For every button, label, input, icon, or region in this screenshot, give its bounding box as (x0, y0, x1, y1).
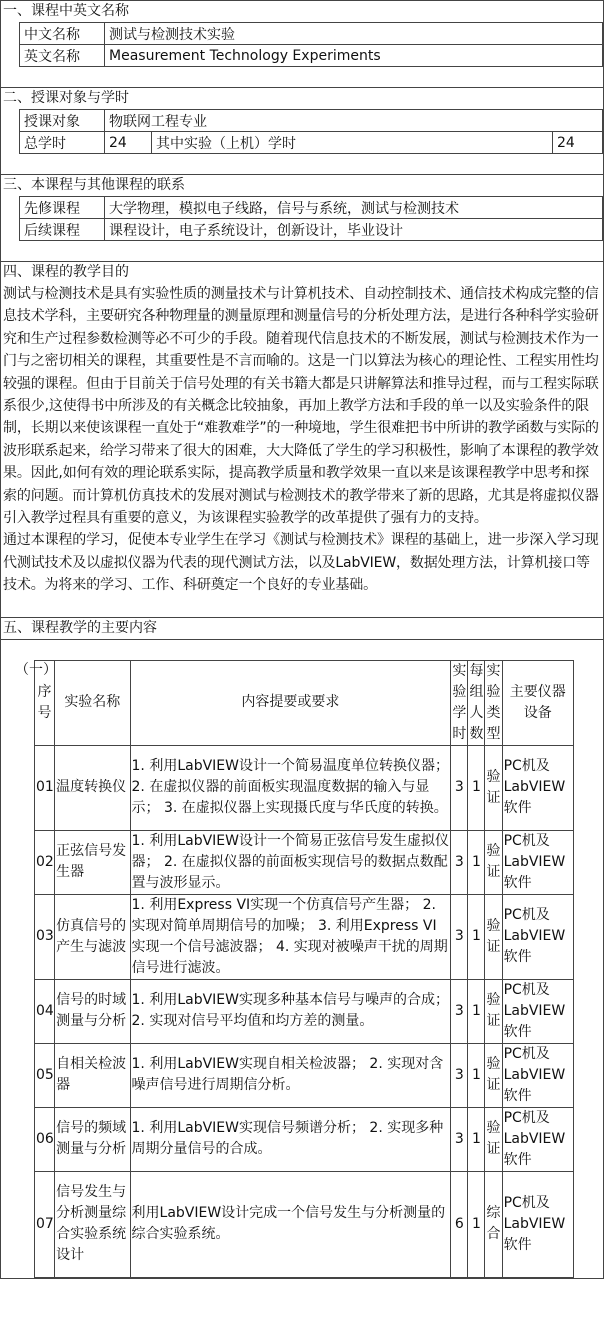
table-row (35, 745, 574, 830)
col-header-group: 每组人数 (468, 660, 485, 745)
section-audience-hours (1, 88, 603, 175)
table-row (20, 23, 603, 45)
cell-desc: 1. 利用LabVIEW设计一个简易温度单位转换仪器； 2. 在虚拟仪器的前面板实现温度数据的输入与显示； 3. 在虚拟仪器上实现摄氏度与华氏度的转换。 (130, 745, 451, 830)
audience-table (19, 109, 603, 154)
hours-value: 24 (105, 132, 152, 154)
cell-no: 02 (35, 830, 55, 894)
followup-label: 后续课程 (20, 219, 105, 241)
col-header-type: 实验类型 (485, 660, 502, 745)
course-name-table (19, 22, 603, 67)
cell-hours: 3 (451, 1107, 468, 1171)
col-header-hours: 实验学时 (451, 660, 468, 745)
cell-hours: 3 (451, 1043, 468, 1107)
cell-equip: PC机及LabVIEW软件 (502, 1107, 573, 1171)
lab-hours-label: 其中实验（上机）学时 (152, 132, 553, 154)
table-row (20, 110, 603, 132)
subsection (1, 660, 603, 1278)
cell-equip: PC机及LabVIEW软件 (502, 979, 573, 1043)
prereq-value: 大学物理，模拟电子线路，信号与系统，测试与检测技术 (105, 197, 603, 219)
section-teaching-purpose (1, 262, 603, 618)
cell-type: 验证 (485, 830, 502, 894)
section-title: 五、课程教学的主要内容 (1, 618, 603, 640)
cell-desc: 利用LabVIEW设计完成一个信号发生与分析测量的综合实验系统。 (130, 1171, 451, 1277)
cn-name-value: 测试与检测技术实验 (105, 23, 603, 45)
cell-name: 信号的时域测量与分析 (55, 979, 130, 1043)
cell-hours: 3 (451, 745, 468, 830)
cell-desc: 1. 利用LabVIEW实现自相关检波器； 2. 实现对含噪声信号进行周期信分析。 (130, 1043, 451, 1107)
cell-group: 1 (468, 979, 485, 1043)
col-header-desc: 内容提要或要求 (130, 660, 451, 745)
cell-group: 1 (468, 1043, 485, 1107)
cell-hours: 6 (451, 1171, 468, 1277)
cell-type: 验证 (485, 1043, 502, 1107)
section-title: 三、本课程与其他课程的联系 (3, 177, 185, 193)
cell-type: 验证 (485, 1107, 502, 1171)
table-row (20, 197, 603, 219)
purpose-paragraph-2: 通过本课程的学习，促使本专业学生在学习《测试与检测技术》课程的基础上，进一步深入学习现代测试技术及以虚拟仪器为代表的现代测试方法，以及LabVIEW，数据处理方法，计算机接口等技术。为将来的学习、工作、科研奠定一个良好的专业基础。 (3, 532, 599, 594)
cell-group: 1 (468, 1171, 485, 1277)
cell-hours: 3 (451, 894, 468, 979)
table-row (35, 830, 574, 894)
cell-group: 1 (468, 1107, 485, 1171)
table-row (20, 132, 603, 154)
table-row (35, 894, 574, 979)
cell-no: 05 (35, 1043, 55, 1107)
lab-hours-value: 24 (553, 132, 603, 154)
cell-type: 验证 (485, 894, 502, 979)
cn-name-label: 中文名称 (20, 23, 105, 45)
section-title: 二、授课对象与学时 (3, 90, 129, 106)
table-header-row (35, 660, 574, 745)
cell-type: 验证 (485, 745, 502, 830)
cell-no: 04 (35, 979, 55, 1043)
table-row (35, 1107, 574, 1171)
cell-name: 仿真信号的产生与滤波 (55, 894, 130, 979)
experiment-rows (35, 745, 574, 1277)
section-main-content (1, 618, 603, 1278)
en-name-label: 英文名称 (20, 45, 105, 67)
cell-name: 信号的频域测量与分析 (55, 1107, 130, 1171)
cell-equip: PC机及LabVIEW软件 (502, 1043, 573, 1107)
related-courses-table (19, 196, 603, 241)
cell-equip: PC机及LabVIEW软件 (502, 1171, 573, 1277)
cell-desc: 1. 利用LabVIEW实现信号频谱分析； 2. 实现多种周期分量信号的合成。 (130, 1107, 451, 1171)
purpose-paragraph-1: 测试与检测技术是具有实验性质的测量技术与计算机技术、自动控制技术、通信技术构成完整的信息技术学科，主要研究各种物理量的测量原理和测量信号的分析处理方法，是进行各种科学实验研究和生产过程参数检测等必不可少的手段。随着现代信息技术的不断发展，测试与检测技术作为一门与之密切相关的课程，其重要性是不言而喻的。这是一门以算法为核心的理论性、工程实用性均较强的课程。但由于目前关于信号处理的有关书籍大都是只讲解算法和推导过程，而与工程实际联系很少,这使得书中所涉及的有关概念比较抽象，再加上教学方法和手段的单一以及实验条件的限制，长期以来使该课程一直处于“难教难学”的一种境地，学生很难把书中所讲的教学函数与实际的波形联系起来，给学习带来了很大的困难，大大降低了学生的学习积极性，影响了本课程的教学效果。因此,如何有效的理论联系实际，提高教学质量和教学效果一直以来是该课程教学中思考和探索的问题。而计算机仿真技术的发展对测试与检测技术的教学带来了新的思路，尤其是将虚拟仪器引入教学过程具有重要的意义，为该课程实验教学的改革提供了强有力的支持。 (3, 286, 599, 527)
cell-group: 1 (468, 745, 485, 830)
cell-desc: 1. 利用LabVIEW设计一个简易正弦信号发生虚拟仪器； 2. 在虚拟仪器的前面板实现信号的数据点数配置与波形显示。 (130, 830, 451, 894)
cell-type: 验证 (485, 979, 502, 1043)
cell-name: 自相关检波器 (55, 1043, 130, 1107)
en-name-value: Measurement Technology Experiments (105, 45, 603, 67)
cell-no: 01 (35, 745, 55, 830)
cell-name: 信号发生与分析测量综合实验系统设计 (55, 1171, 130, 1277)
section-course-name (1, 1, 603, 88)
cell-equip: PC机及LabVIEW软件 (502, 830, 573, 894)
target-value: 物联网工程专业 (105, 110, 603, 132)
cell-no: 07 (35, 1171, 55, 1277)
table-row (35, 1171, 574, 1277)
cell-name: 正弦信号发生器 (55, 830, 130, 894)
cell-equip: PC机及LabVIEW软件 (502, 745, 573, 830)
cell-no: 03 (35, 894, 55, 979)
cell-name: 温度转换仪 (55, 745, 130, 830)
col-header-equip: 主要仪器设备 (502, 660, 573, 745)
hours-label: 总学时 (20, 132, 105, 154)
table-row (35, 1043, 574, 1107)
col-header-no: 序号 (35, 660, 55, 745)
subsection-label: （一） (15, 661, 57, 678)
cell-desc: 1. 利用Express VI实现一个仿真信号产生器； 2. 实现对简单周期信号的加噪； 3. 利用Express VI实现一个信号滤波器； 4. 实现对被噪声干扰的周期信号进行滤波。 (130, 894, 451, 979)
cell-group: 1 (468, 894, 485, 979)
cell-desc: 1. 利用LabVIEW实现多种基本信号与噪声的合成； 2. 实现对信号平均值和均方差的测量。 (130, 979, 451, 1043)
table-row (35, 979, 574, 1043)
cell-hours: 3 (451, 979, 468, 1043)
followup-value: 课程设计，电子系统设计，创新设计，毕业设计 (105, 219, 603, 241)
cell-no: 06 (35, 1107, 55, 1171)
section-related-courses (1, 175, 603, 262)
prereq-label: 先修课程 (20, 197, 105, 219)
target-label: 授课对象 (20, 110, 105, 132)
cell-equip: PC机及LabVIEW软件 (502, 894, 573, 979)
col-header-name: 实验名称 (55, 660, 130, 745)
experiment-table (34, 660, 574, 1278)
table-row (20, 45, 603, 67)
cell-hours: 3 (451, 830, 468, 894)
table-row (20, 219, 603, 241)
cell-type: 综合 (485, 1171, 502, 1277)
section-title: 四、课程的教学目的 (3, 264, 129, 280)
section-title: 一、课程中英文名称 (3, 3, 129, 19)
cell-group: 1 (468, 830, 485, 894)
